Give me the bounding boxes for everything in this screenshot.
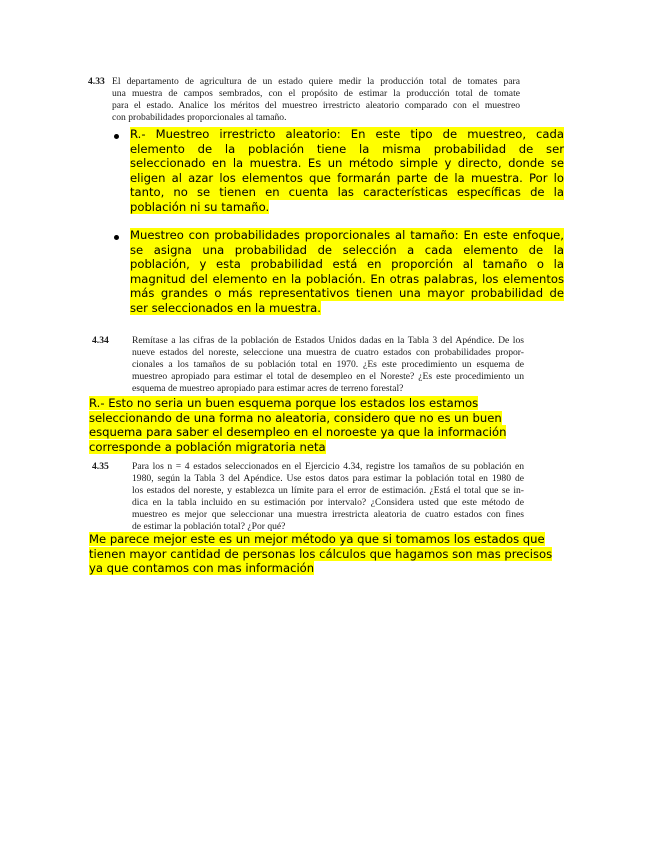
problem-line: Remítase a las cifras de la población de Estados Unidos dadas en la Tabla 3 del Apéndice. De los xyxy=(132,335,524,346)
problem-line: 1980, según la Tabla 3 del Apéndice. Use estos datos para estimar la población total en 1980 de xyxy=(132,473,524,484)
bullet-dot xyxy=(114,134,119,139)
answer-line: seleccionado en la muestra. Es un método simple y directo, donde se xyxy=(130,156,564,171)
answer-line: se asigna una probabilidad de selección a cada elemento de la xyxy=(130,242,564,257)
answer-bullet-1 xyxy=(130,127,564,215)
answer-line: corresponde a población migratoria neta xyxy=(89,439,326,454)
bullet-dot xyxy=(114,235,119,240)
problem-line: con probabilidades proporcionales al tamaño. xyxy=(112,112,287,123)
answer-4-34 xyxy=(89,396,529,454)
problem-line: de estimar la población total? ¿Por qué? xyxy=(132,521,286,532)
problem-line: los estados del noreste, y establezca un límite para el error de estimación. ¿Está el total que se in- xyxy=(132,485,524,496)
answer-line: tienen mayor cantidad de personas los cálculos que hagamos son mas precisos xyxy=(89,546,553,561)
problem-number: 4.35 xyxy=(92,461,109,472)
answer-line: ser seleccionados en la muestra. xyxy=(130,300,321,315)
answer-line: R.- Muestreo irrestricto aleatorio: En este tipo de muestreo, cada xyxy=(130,127,564,141)
answer-line: seleccionando de una forma no aleatoria, considero que no es un buen xyxy=(89,410,502,425)
problem-line: para el estado. Analice los méritos del muestreo irrestricto aleatorio comparado con el muestreo xyxy=(112,100,520,111)
problem-number: 4.33 xyxy=(88,76,105,87)
answer-line: ya que contamos con mas información xyxy=(89,561,315,576)
answer-line: población, y esta probabilidad está en proporción al tamaño o la xyxy=(130,257,564,272)
answer-line: esquema para saber el desempleo en el noroeste ya que la información xyxy=(89,425,507,440)
answer-4-35 xyxy=(89,532,569,576)
problem-line: esquema de muestreo apropiado para estimar acres de terreno forestal? xyxy=(132,383,404,394)
answer-line: Me parece mejor este es un mejor método ya que si tomamos los estados que xyxy=(89,532,545,546)
problem-line: Para los n = 4 estados seleccionados en el Ejercicio 4.34, registre los tamaños de su población en xyxy=(132,461,524,472)
answer-line: tanto, no se tienen en cuenta las características específicas de la xyxy=(130,185,564,200)
problem-line: muestreo es mejor que seleccionar una muestra irrestricta aleatoria de cuatro estados con fines xyxy=(132,509,524,520)
answer-line: eligen al azar los elementos que formarán parte de la muestra. Por lo xyxy=(130,170,564,185)
problem-line: dica en la tabla incluido en su estimación por intervalo? ¿Considera usted que este método de xyxy=(132,497,524,508)
problem-line: cionales a los tamaños de su población total en 1970. ¿Es este procedimiento un esquema de xyxy=(132,359,524,370)
answer-line: más grandes o más representativos tienen una mayor probabilidad de xyxy=(130,286,564,301)
answer-line: población ni su tamaño. xyxy=(130,199,270,214)
answer-line: R.- Esto no seria un buen esquema porque los estados los estamos xyxy=(89,396,479,410)
answer-line: Muestreo con probabilidades proporcionales al tamaño: En este enfoque, xyxy=(130,228,564,242)
problem-line: una muestra de campos sembrados, con el propósito de estimar la producción total de tomate xyxy=(112,88,520,99)
answer-line: magnitud del elemento en la población. En otras palabras, los elementos xyxy=(130,271,564,286)
answer-bullet-2 xyxy=(130,228,564,316)
problem-line: El departamento de agricultura de un estado quiere medir la producción total de tomates para xyxy=(112,76,520,87)
answer-line: elemento de la población tiene la misma probabilidad de ser xyxy=(130,141,564,156)
problem-number: 4.34 xyxy=(92,335,109,346)
problem-line: muestreo apropiado para estimar el total de desempleo en el Noreste? ¿Es este procedimiento un xyxy=(132,371,524,382)
problem-line: nueve estados del noreste, seleccione una muestra de cuatro estados con probabilidades propor- xyxy=(132,347,524,358)
